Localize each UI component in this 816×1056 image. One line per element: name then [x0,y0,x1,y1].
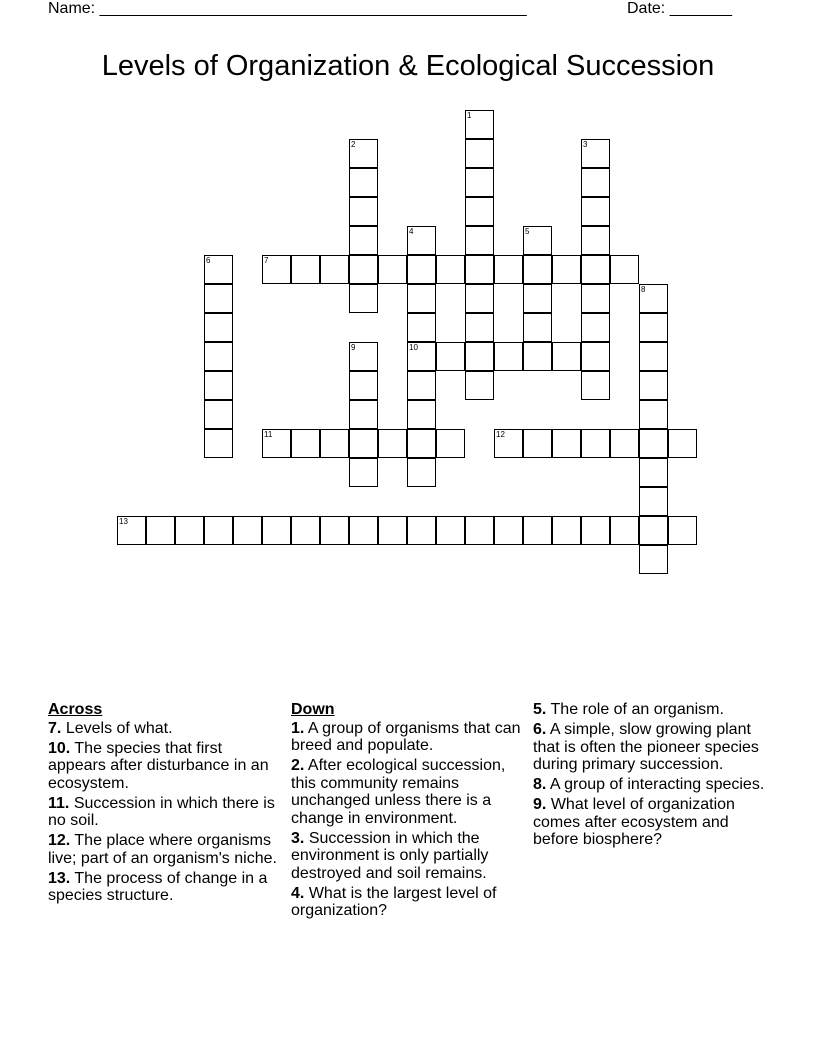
crossword-cell[interactable] [204,516,233,545]
crossword-cell[interactable] [349,516,378,545]
down-heading: Down [291,701,335,718]
clue-across-13 [48,870,284,905]
crossword-cell[interactable] [494,342,523,371]
name-label: Name: [48,0,96,17]
crossword-cell[interactable] [465,342,494,371]
crossword-cell[interactable] [204,371,233,400]
crossword-cell[interactable] [581,168,610,197]
crossword-cell[interactable] [668,429,697,458]
crossword-cell[interactable] [407,284,436,313]
crossword-cell[interactable] [639,284,668,313]
crossword-cell[interactable] [291,516,320,545]
crossword-cell[interactable] [436,255,465,284]
crossword-cell[interactable] [465,197,494,226]
crossword-cell[interactable] [552,429,581,458]
crossword-cell[interactable] [581,313,610,342]
crossword-cell[interactable] [581,284,610,313]
crossword-cell[interactable] [349,226,378,255]
clue-across-11 [48,795,284,830]
crossword-cell[interactable] [262,516,291,545]
crossword-cell[interactable] [610,429,639,458]
crossword-cell[interactable] [407,342,436,371]
crossword-cell[interactable] [436,342,465,371]
crossword-cell[interactable] [581,342,610,371]
crossword-cell[interactable] [349,284,378,313]
cell-number: 11 [264,430,273,439]
crossword-cell[interactable] [465,371,494,400]
clue-across-10 [48,740,284,793]
clue-number: 9. [533,796,547,813]
crossword-cell[interactable] [349,139,378,168]
date-field[interactable]: _______ [669,0,732,17]
crossword-cell[interactable] [349,400,378,429]
name-field[interactable]: ________________________________________________ [99,0,527,17]
clue-text: Succession in which the environment is only partially destroyed and soil remains. [291,829,489,882]
crossword-cell[interactable] [349,371,378,400]
clue-down-9 [533,796,769,849]
clue-across-7 [48,720,284,738]
crossword-cell[interactable] [349,168,378,197]
clue-text: The place where organisms live; part of an organism's niche. [48,832,277,867]
crossword-cell[interactable] [378,429,407,458]
crossword-cell[interactable] [204,400,233,429]
crossword-cell[interactable] [639,342,668,371]
crossword-cell[interactable] [523,255,552,284]
crossword-cell[interactable] [639,487,668,516]
crossword-cell[interactable] [407,371,436,400]
crossword-cell[interactable] [407,400,436,429]
crossword-cell[interactable] [523,226,552,255]
cell-number: 5 [525,227,530,236]
crossword-cell[interactable] [349,458,378,487]
clue-number: 8. [533,776,547,793]
clue-number: 7. [48,719,62,737]
crossword-cell[interactable] [378,516,407,545]
cell-number: 10 [409,343,418,352]
crossword-cell[interactable] [581,197,610,226]
crossword-cell[interactable] [639,516,668,545]
crossword-cell[interactable] [378,255,407,284]
crossword-cell[interactable] [494,429,523,458]
clue-down-3 [291,830,527,883]
clue-down-6 [533,721,769,774]
clue-down-8 [533,776,769,794]
cell-number: 7 [264,256,269,265]
crossword-cell[interactable] [349,429,378,458]
crossword-cell[interactable] [407,458,436,487]
clue-number: 3. [291,829,305,847]
crossword-cell[interactable] [407,313,436,342]
crossword-cell[interactable] [349,342,378,371]
clue-text: The species that first appears after disturbance in an ecosystem. [48,739,269,792]
across-heading: Across [48,701,103,718]
clue-number: 4. [291,884,305,902]
cell-number: 13 [119,517,128,526]
crossword-cell[interactable] [639,313,668,342]
crossword-cell[interactable] [668,516,697,545]
clue-text: Succession in which there is no soil. [48,794,275,829]
crossword-cell[interactable] [175,516,204,545]
crossword-cell[interactable] [233,516,262,545]
cell-number: 2 [351,140,356,149]
date-label: Date: [627,0,666,17]
clue-text: After ecological succession, this community remains unchanged unless there is a change in environment. [291,757,506,827]
cell-number: 3 [583,140,588,149]
crossword-cell[interactable] [291,429,320,458]
clue-text: Levels of what. [65,719,173,737]
down-clues-continued [533,701,769,851]
crossword-cell[interactable] [552,516,581,545]
crossword-cell[interactable] [610,255,639,284]
crossword-cell[interactable] [465,110,494,139]
crossword-cell[interactable] [320,255,349,284]
crossword-cell[interactable] [639,458,668,487]
date-line [627,0,732,19]
cell-number: 6 [206,256,211,265]
clue-number: 1. [291,719,305,737]
clue-text: A group of organisms that can breed and populate. [291,719,521,754]
clue-text: What is the largest level of organization? [291,884,497,919]
crossword-cell[interactable] [436,516,465,545]
crossword-cell[interactable] [639,545,668,574]
crossword-cell[interactable] [552,255,581,284]
crossword-cell[interactable] [204,342,233,371]
crossword-cell[interactable] [523,516,552,545]
across-clues [48,701,284,907]
crossword-cell[interactable] [407,226,436,255]
clue-down-2 [291,757,527,827]
clue-number: 13. [48,869,71,887]
crossword-cell[interactable] [523,313,552,342]
cell-number: 4 [409,227,414,236]
crossword-cell[interactable] [523,342,552,371]
crossword-cell[interactable] [204,429,233,458]
crossword-cell[interactable] [581,226,610,255]
crossword-cell[interactable] [465,226,494,255]
page-title: Levels of Organization & Ecological Succession [101,50,715,82]
crossword-cell[interactable] [552,342,581,371]
crossword-cell[interactable] [407,516,436,545]
clue-across-12 [48,832,284,867]
crossword-cell[interactable] [262,255,291,284]
crossword-cell[interactable] [465,313,494,342]
clue-down-5 [533,701,769,719]
crossword-cell[interactable] [523,284,552,313]
crossword-cell[interactable] [610,516,639,545]
crossword-cell[interactable] [465,516,494,545]
crossword-cell[interactable] [204,255,233,284]
crossword-cell[interactable] [436,429,465,458]
crossword-cell[interactable] [581,516,610,545]
crossword-cell[interactable] [581,255,610,284]
clue-text: A simple, slow growing plant that is often the pioneer species during primary succession. [533,721,759,773]
crossword-cell[interactable] [291,255,320,284]
crossword-cell[interactable] [639,371,668,400]
crossword-cell[interactable] [320,516,349,545]
crossword-cell[interactable] [639,429,668,458]
crossword-cell[interactable] [349,255,378,284]
clue-down-4 [291,885,527,920]
crossword-cell[interactable] [407,255,436,284]
clue-number: 10. [48,739,71,757]
clue-down-1 [291,720,527,755]
crossword-cell[interactable] [407,429,436,458]
crossword-cell[interactable] [494,516,523,545]
clue-text: A group of interacting species. [549,776,765,793]
cell-number: 8 [641,285,646,294]
crossword-cell[interactable] [465,168,494,197]
cell-number: 12 [496,430,505,439]
crossword-cell[interactable] [465,255,494,284]
crossword-cell[interactable] [581,371,610,400]
crossword-cell[interactable] [639,400,668,429]
clue-number: 12. [48,832,71,849]
cell-number: 1 [467,111,472,120]
clue-number: 2. [291,757,305,774]
crossword-cell[interactable] [581,139,610,168]
crossword-cell[interactable] [262,429,291,458]
crossword-cell[interactable] [204,313,233,342]
clue-number: 6. [533,721,547,738]
clue-number: 5. [533,701,547,718]
clue-text: The process of change in a species structure. [48,869,268,904]
crossword-cell[interactable] [523,429,552,458]
crossword-cell[interactable] [204,284,233,313]
crossword-cell[interactable] [465,284,494,313]
clue-text: The role of an organism. [550,701,724,718]
crossword-cell[interactable] [117,516,146,545]
crossword-cell[interactable] [146,516,175,545]
crossword-cell[interactable] [320,429,349,458]
name-line [48,0,527,19]
clue-number: 11. [48,794,70,812]
cell-number: 9 [351,343,356,352]
crossword-cell[interactable] [581,429,610,458]
down-clues [291,701,527,922]
crossword-cell[interactable] [465,139,494,168]
crossword-cell[interactable] [494,255,523,284]
clue-text: What level of organization comes after ecosystem and before biosphere? [533,796,735,848]
crossword-cell[interactable] [349,197,378,226]
